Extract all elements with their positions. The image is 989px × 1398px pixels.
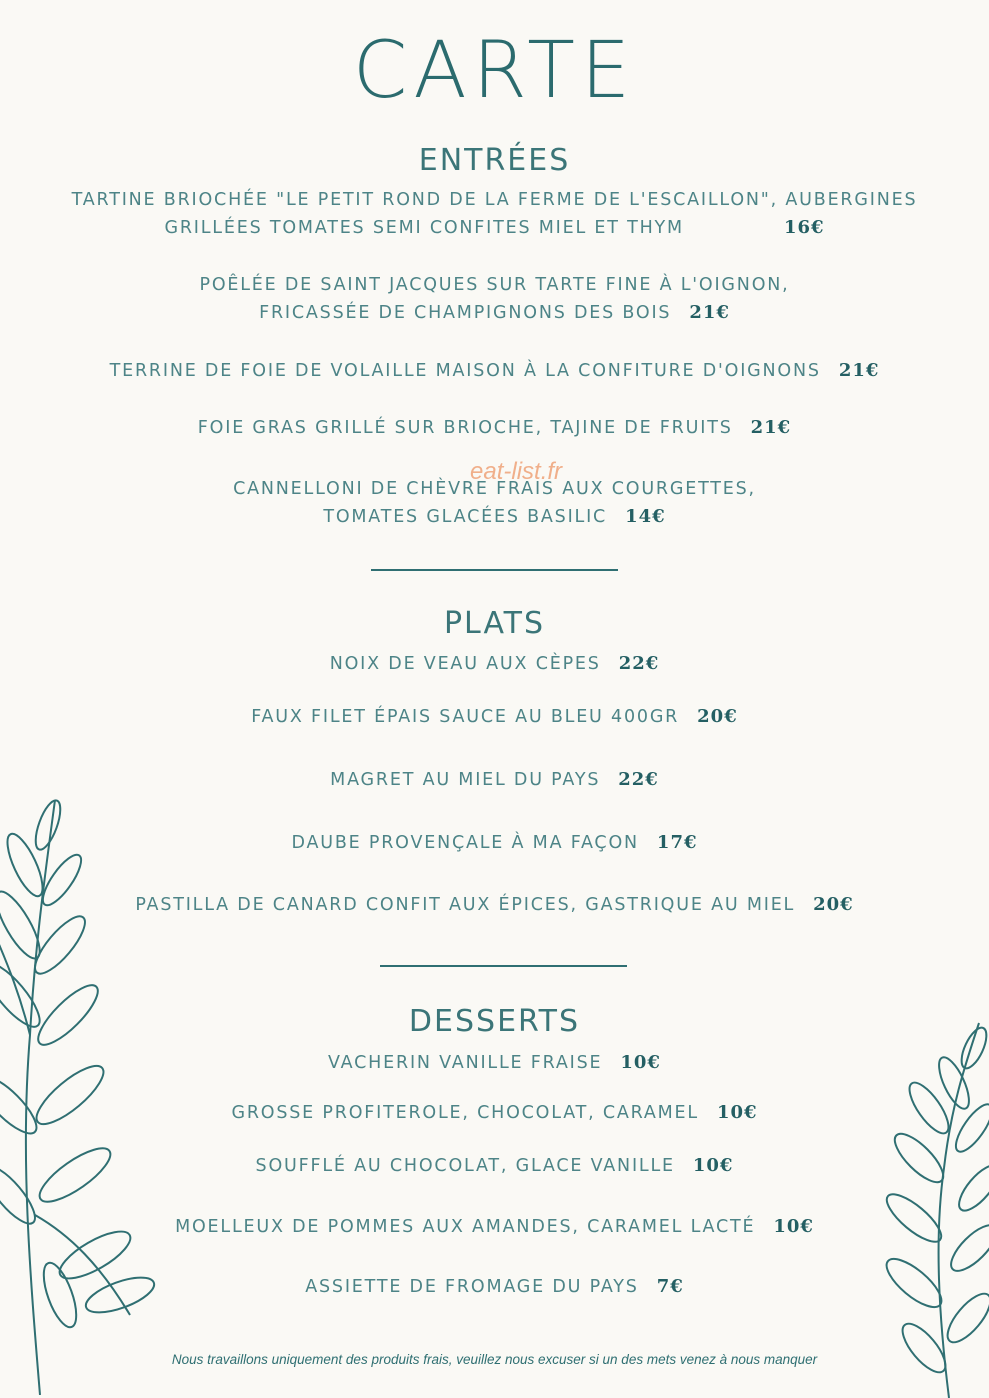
- item-price: 10€: [773, 1216, 814, 1237]
- item-name-line: ASSIETTE DE FROMAGE DU PAYS: [305, 1277, 639, 1297]
- item-name-line: DAUBE PROVENÇALE À MA FAÇON: [291, 833, 639, 853]
- item-price: 20€: [697, 706, 738, 727]
- item-name-line: GRILLÉES TOMATES SEMI CONFITES MIEL ET THYM: [164, 218, 684, 238]
- menu-item: [0, 414, 989, 442]
- item-price: 21€: [838, 360, 880, 381]
- menu-item: [0, 1273, 989, 1301]
- section-title-desserts: DESSERTS: [408, 1004, 581, 1039]
- item-price: 14€: [625, 506, 666, 527]
- section-divider: [380, 965, 627, 967]
- item-name-line: CANNELLONI DE CHÈVRE FRAIS AUX COURGETTES,: [233, 479, 756, 499]
- item-name-line: TOMATES GLACÉES BASILIC: [323, 507, 608, 527]
- item-name-line: NOIX DE VEAU AUX CÈPES: [329, 654, 601, 674]
- item-price: 22€: [618, 653, 660, 674]
- menu-item: [0, 1049, 989, 1077]
- section-divider: [371, 569, 618, 571]
- menu-item: [0, 703, 989, 731]
- item-name-line: GROSSE PROFITEROLE, CHOCOLAT, CARAMEL: [231, 1103, 699, 1123]
- item-price: 10€: [716, 1102, 758, 1123]
- menu-item: [0, 650, 989, 678]
- menu-item: [0, 1213, 989, 1241]
- menu-item: [0, 1099, 989, 1127]
- item-name-line: MAGRET AU MIEL DU PAYS: [330, 770, 601, 790]
- section-title-entrees: ENTRÉES: [418, 143, 571, 178]
- item-name-line: POÊLÉE DE SAINT JACQUES SUR TARTE FINE À L'OIGNON,: [199, 275, 790, 295]
- item-name-line: MOELLEUX DE POMMES AUX AMANDES, CARAMEL LACTÉ: [175, 1217, 756, 1237]
- section-title-plats: PLATS: [443, 606, 546, 641]
- watermark: eat-list.fr: [470, 458, 563, 485]
- item-name-line: FRICASSÉE DE CHAMPIGNONS DES BOIS: [259, 303, 672, 323]
- item-name-line: VACHERIN VANILLE FRAISE: [328, 1053, 603, 1073]
- menu-title: CARTE: [352, 26, 637, 116]
- menu-item: [0, 272, 989, 327]
- menu-item: [0, 357, 989, 385]
- item-price: 16€: [783, 217, 825, 238]
- item-name-line: FOIE GRAS GRILLÉ SUR BRIOCHE, TAJINE DE FRUITS: [197, 418, 733, 438]
- item-name-line: PASTILLA DE CANARD CONFIT AUX ÉPICES, GASTRIQUE AU MIEL: [135, 895, 796, 915]
- item-price: 21€: [689, 302, 730, 323]
- item-price: 20€: [813, 894, 854, 915]
- menu-item: [0, 187, 989, 242]
- item-price: 21€: [750, 417, 792, 438]
- item-price: 22€: [618, 769, 659, 790]
- menu-item: [0, 1152, 989, 1180]
- item-price: 10€: [692, 1155, 734, 1176]
- footer-note: Nous travaillons uniquement des produits frais, veuillez nous excuser si un des mets venez à nous manquer: [171, 1352, 818, 1367]
- item-price: 17€: [656, 832, 698, 853]
- menu-item: [0, 891, 989, 919]
- menu-item: [0, 766, 989, 794]
- item-name-line: TERRINE DE FOIE DE VOLAILLE MAISON À LA CONFITURE D'OIGNONS: [109, 361, 821, 381]
- item-name-line: SOUFFLÉ AU CHOCOLAT, GLACE VANILLE: [255, 1156, 675, 1176]
- item-name-line: TARTINE BRIOCHÉE "LE PETIT ROND DE LA FERME DE L'ESCAILLON", AUBERGINES: [71, 190, 918, 210]
- item-price: 7€: [656, 1276, 684, 1297]
- item-name-line: FAUX FILET ÉPAIS SAUCE AU BLEU 400GR: [251, 707, 680, 727]
- leaf-illustration-left: [0, 795, 170, 1395]
- item-price: 10€: [620, 1052, 661, 1073]
- menu-item: [0, 829, 989, 857]
